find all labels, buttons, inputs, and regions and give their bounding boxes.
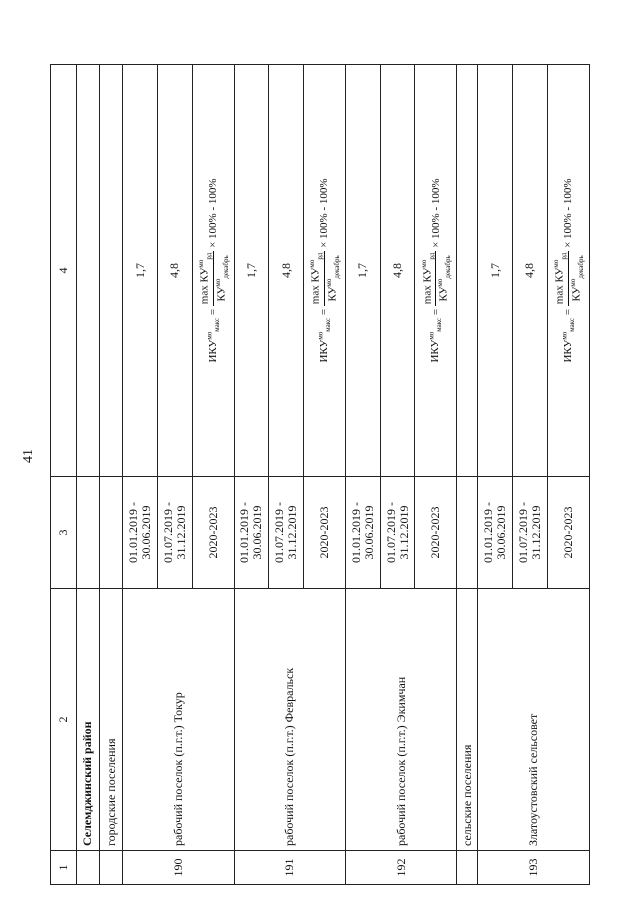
formula-lhs: $ИКУ^{мо}_{макс}$ <box>427 317 444 363</box>
period-cell: 01.01.2019 - 30.06.2019 <box>123 477 158 589</box>
formula-lhs: $ИКУ^{мо}_{макс}$ <box>316 317 333 363</box>
formula-lhs: $ИКУ^{мо}_{макс}$ <box>560 317 577 363</box>
header-col-2: 2 <box>51 589 77 851</box>
row-number: 193 <box>478 851 590 885</box>
page-number: 41 <box>21 449 36 463</box>
table-row <box>234 65 269 885</box>
period-cell: 01.07.2019 - 31.12.2019 <box>157 477 192 589</box>
header-col-1: 1 <box>51 851 77 885</box>
rotated-table-wrapper <box>50 65 590 885</box>
header-col-3: 3 <box>51 477 77 589</box>
row-number: 190 <box>123 851 234 885</box>
district-row <box>76 65 99 885</box>
period-cell: 2020-2023 <box>547 477 589 589</box>
period-cell: 2020-2023 <box>303 477 345 589</box>
header-col-4: 4 <box>51 65 77 477</box>
formula-fraction: $\max КУ^{мо}_{рд}$ $КУ^{мо}_{декабрь}$ <box>308 252 341 305</box>
period-cell: 01.01.2019 - 30.06.2019 <box>234 477 269 589</box>
formula-fraction: $\max КУ^{мо}_{рд}$ $КУ^{мо}_{декабрь}$ <box>419 252 453 305</box>
settlement-name: рабочий поселок (п.г.т.) Февральск <box>234 589 345 851</box>
district-title: Селемджинский район <box>76 589 99 851</box>
urban-section-row <box>99 65 122 885</box>
rural-section-title: сельские поселения <box>457 589 478 851</box>
settlement-name: Златоустовский сельсовет <box>478 589 590 851</box>
row-number: 191 <box>234 851 345 885</box>
value-cell: 1,7 <box>346 65 381 477</box>
table-row <box>478 65 513 885</box>
value-cell: 4,8 <box>157 65 192 477</box>
period-cell: 01.01.2019 - 30.06.2019 <box>478 477 513 589</box>
period-cell: 2020-2023 <box>415 477 457 589</box>
period-cell: 01.07.2019 - 31.12.2019 <box>513 477 548 589</box>
formula-cell: $ИКУ^{мо}_{макс}$ = $\max КУ^{мо}_{рд}$ $КУ^{мо}_{декабрь}$ × 100% - 100% <box>547 65 589 477</box>
period-cell: 01.07.2019 - 31.12.2019 <box>380 477 415 589</box>
row-number: 192 <box>346 851 457 885</box>
formula-fraction: $\max КУ^{мо}_{рд}$ $КУ^{мо}_{декабрь}$ <box>196 252 230 305</box>
settlement-name: рабочий поселок (п.г.т.) Экимчан <box>346 589 457 851</box>
formula-cell: $ИКУ^{мо}_{макс}$ = $\max КУ^{мо}_{рд}$ $КУ^{мо}_{декабрь}$ × 100% - 100% <box>303 65 345 477</box>
period-cell: 01.07.2019 - 31.12.2019 <box>269 477 304 589</box>
value-cell: 4,8 <box>513 65 548 477</box>
value-cell: 4,8 <box>269 65 304 477</box>
value-cell: 1,7 <box>234 65 269 477</box>
formula-cell: $ИКУ^{мо}_{макс}$ = $\max КУ^{мо}_{рд}$ $КУ^{мо}_{декабрь}$ × 100% - 100% <box>192 65 234 477</box>
value-cell: 1,7 <box>123 65 158 477</box>
urban-section-title: городские поселения <box>99 589 122 851</box>
value-cell: 4,8 <box>380 65 415 477</box>
settlement-name: рабочий поселок (п.г.т.) Токур <box>123 589 234 851</box>
period-cell: 2020-2023 <box>192 477 234 589</box>
period-cell: 01.01.2019 - 30.06.2019 <box>346 477 381 589</box>
formula-lhs: $ИКУ^{мо}_{макс}$ <box>204 317 221 363</box>
table-row <box>346 65 381 885</box>
formula-fraction: $\max КУ^{мо}_{рд}$ $КУ^{мо}_{декабрь}$ <box>552 252 585 305</box>
rural-section-row <box>457 65 478 885</box>
tariff-table <box>50 64 590 885</box>
table-row <box>123 65 158 885</box>
formula-cell: $ИКУ^{мо}_{макс}$ = $\max КУ^{мо}_{рд}$ $КУ^{мо}_{декабрь}$ × 100% - 100% <box>415 65 457 477</box>
value-cell: 1,7 <box>478 65 513 477</box>
header-row <box>51 65 77 885</box>
